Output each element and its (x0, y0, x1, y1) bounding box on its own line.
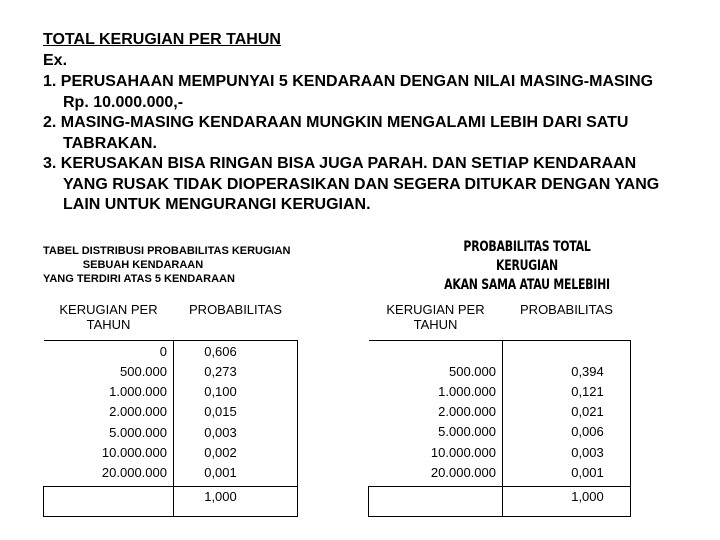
probability-value: 0,003 (204, 424, 237, 440)
loss-value: 5.000.000 (109, 424, 167, 440)
header-loss: KERUGIAN PER TAHUN (59, 302, 158, 332)
caption-line: PROBABILITAS TOTAL KERUGIAN (463, 239, 591, 274)
probability-value: 0,100 (204, 384, 237, 400)
loss-value: 5.000.000 (438, 424, 496, 440)
total-label-cell (44, 486, 174, 516)
loss-column (369, 340, 503, 486)
right-cumulative-table (368, 300, 631, 517)
probability-value: 0,273 (204, 363, 237, 379)
loss-value: 2.000.000 (109, 404, 167, 420)
total-value: 1,000 (571, 488, 604, 504)
total-cell (174, 486, 298, 516)
probability-value: 0,394 (571, 363, 604, 379)
example-points (43, 72, 683, 216)
probability-value: 0,001 (571, 464, 604, 480)
header-probability: PROBABILITAS (520, 302, 613, 317)
probability-value: 0,606 (204, 343, 237, 359)
total-cell (503, 486, 631, 516)
probability-value: 0,003 (571, 444, 604, 460)
probability-value: 0,121 (571, 383, 604, 399)
total-label-cell (369, 486, 503, 516)
example-label: Ex. (43, 52, 68, 69)
loss-value: 1.000.000 (438, 383, 496, 399)
caption-line: TABEL DISTRIBUSI PROBABILITAS KERUGIAN (43, 245, 291, 257)
probability-value: 0,006 (571, 424, 604, 440)
loss-value: 500.000 (120, 363, 167, 379)
loss-column (44, 340, 174, 486)
caption-line: AKAN SAMA ATAU MELEBIHI (444, 277, 610, 293)
probability-column (174, 340, 298, 486)
probability-value: 0,001 (204, 465, 237, 481)
page-title: TOTAL KERUGIAN PER TAHUN (43, 31, 281, 48)
caption-line: YANG TERDIRI ATAS 5 KENDARAAN (43, 273, 235, 285)
header-loss: KERUGIAN PER TAHUN (386, 302, 485, 332)
loss-value: 0 (159, 343, 167, 359)
loss-value: 10.000.000 (430, 444, 496, 460)
right-table-caption (442, 238, 612, 295)
caption-line: SEBUAH KENDARAAN (82, 259, 204, 271)
probability-column (503, 340, 631, 486)
loss-value: 20.000.000 (430, 464, 496, 480)
loss-value: 500.000 (449, 363, 496, 379)
loss-value: 1.000.000 (109, 384, 167, 400)
point-item: 2. MASING-MASING KENDARAAN MUNGKIN MENGALAMI LEBIH DARI SATU TABRAKAN. (43, 114, 629, 152)
probability-value: 0,002 (204, 444, 237, 460)
left-distribution-table (43, 300, 298, 517)
point-item: 3. KERUSAKAN BISA RINGAN BISA JUGA PARAH. DAN SETIAP KENDARAAN YANG RUSAK TIDAK DIOPERASIKAN DAN SEGERA DITUKAR DENGAN YANG LAIN UNTUK MENGURANGI KERUGIAN. (43, 155, 660, 213)
header-probability: PROBABILITAS (189, 302, 282, 317)
loss-value: 10.000.000 (101, 444, 167, 460)
loss-value: 2.000.000 (438, 404, 496, 420)
point-item: 1. PERUSAHAAN MEMPUNYAI 5 KENDARAAN DENGAN NILAI MASING-MASING Rp. 10.000.000,- (43, 73, 654, 111)
probability-value: 0,015 (204, 404, 237, 420)
left-table-caption (43, 244, 313, 286)
total-value: 1,000 (204, 488, 237, 504)
probability-value: 0,021 (571, 404, 604, 420)
loss-value: 20.000.000 (101, 465, 167, 481)
